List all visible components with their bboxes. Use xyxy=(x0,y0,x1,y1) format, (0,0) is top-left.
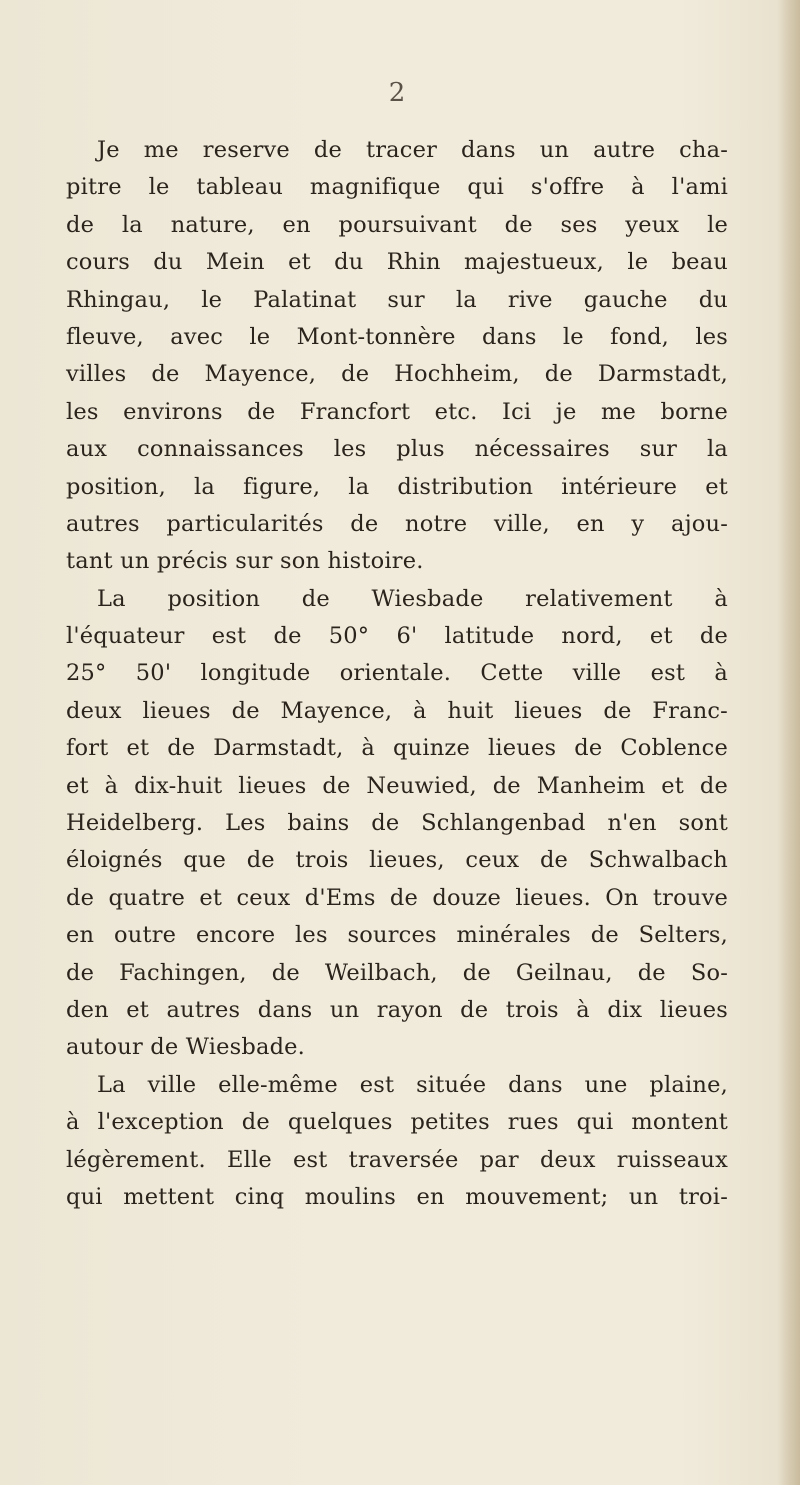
text-line: à l'exception de quelques petites rues qui montent xyxy=(66,1109,728,1136)
paragraph-1 xyxy=(66,132,728,581)
text-line: pitre le tableau magnifique qui s'offre à l'ami xyxy=(66,174,728,201)
text-line: et à dix-huit lieues de Neuwied, de Manheim et de xyxy=(66,772,728,799)
text-line: 25° 50' longitude orientale. Cette ville est à xyxy=(66,660,728,687)
text-line: de Fachingen, de Weilbach, de Geilnau, de So- xyxy=(66,959,728,986)
text-line: position, la figure, la distribution intérieure et xyxy=(66,473,728,500)
text-line: autres particularités de notre ville, en y ajou- xyxy=(66,510,728,537)
text-line: en outre encore les sources minérales de Selters, xyxy=(66,922,728,949)
text-line: Heidelberg. Les bains de Schlangenbad n'en sont xyxy=(66,810,728,837)
paragraph-2 xyxy=(66,581,728,1067)
text-line: deux lieues de Mayence, à huit lieues de Franc- xyxy=(66,697,728,724)
text-line: fleuve, avec le Mont-tonnère dans le fond, les xyxy=(66,323,728,350)
text-line: aux connaissances les plus nécessaires sur la xyxy=(66,436,728,463)
text-line: Je me reserve de tracer dans un autre cha- xyxy=(97,137,728,163)
text-line: villes de Mayence, de Hochheim, de Darmstadt, xyxy=(66,361,728,388)
text-line: l'équateur est de 50° 6' latitude nord, et de xyxy=(66,623,728,650)
paragraph-3 xyxy=(66,1067,728,1217)
text-line: éloignés que de trois lieues, ceux de Schwalbach xyxy=(66,847,728,874)
page-number: 2 xyxy=(388,78,406,108)
text-line: Rhingau, le Palatinat sur la rive gauche du xyxy=(66,286,728,313)
page-edge-shadow xyxy=(778,0,800,1485)
text-line: den et autres dans un rayon de trois à dix lieues xyxy=(66,996,728,1023)
text-line: La ville elle-même est située dans une plaine, xyxy=(97,1071,728,1098)
text-line: qui mettent cinq moulins en mouvement; un troi- xyxy=(66,1183,728,1210)
text-line: les environs de Francfort etc. Ici je me borne xyxy=(66,398,728,425)
text-line: cours du Mein et du Rhin majestueux, le beau xyxy=(66,249,728,276)
text-line: fort et de Darmstadt, à quinze lieues de Coblence xyxy=(66,735,728,762)
text-line: légèrement. Elle est traversée par deux ruisseaux xyxy=(66,1146,728,1173)
text-line: autour de Wiesbade. xyxy=(66,1034,306,1061)
text-line: La position de Wiesbade relativement à xyxy=(97,585,728,612)
text-line: tant un précis sur son histoire. xyxy=(66,548,424,575)
text-line: de la nature, en poursuivant de ses yeux le xyxy=(66,211,728,238)
body-text xyxy=(66,132,728,1216)
text-line: de quatre et ceux d'Ems de douze lieues. On trouve xyxy=(66,884,728,911)
